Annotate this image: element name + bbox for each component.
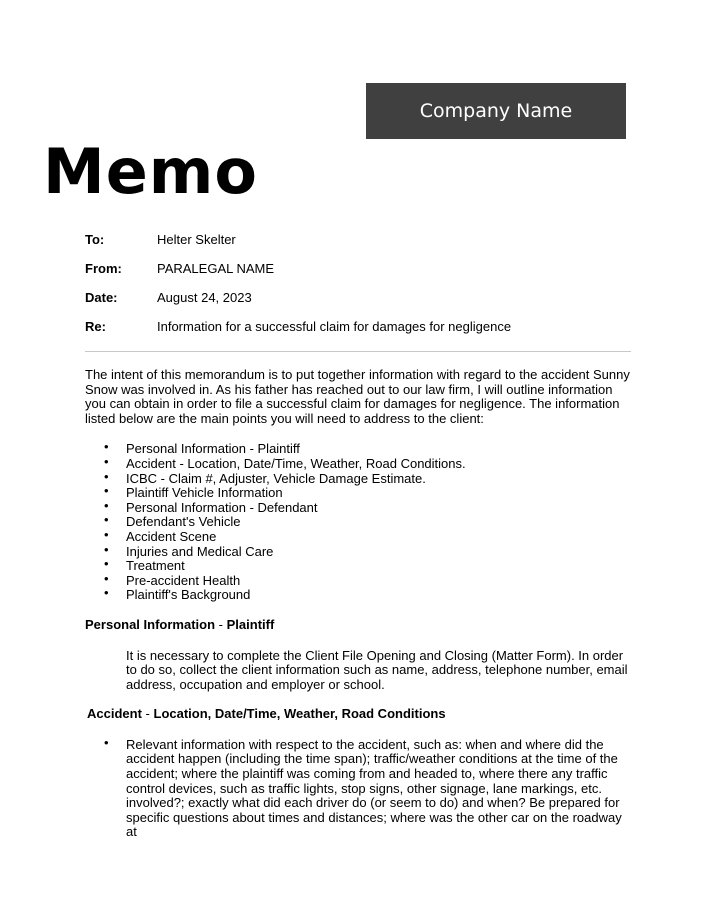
list-item: • Accident Scene — [126, 530, 633, 545]
memo-header-fields — [85, 231, 631, 347]
company-name: Company Name — [419, 100, 573, 122]
date-label: Date: — [85, 290, 118, 305]
list-item: • Plaintiff's Background — [126, 588, 633, 603]
re-row — [85, 318, 631, 347]
accident-detail-list — [85, 738, 633, 840]
section-heading-part: Personal Information — [85, 616, 216, 632]
memo-title: Memo — [43, 135, 258, 208]
header-divider — [85, 351, 631, 352]
re-value: Information for a successful claim for damages for negligence — [157, 319, 512, 334]
list-item: • Relevant information with respect to the accident, such as: when and where did the accident happen (including the time span); traffic/weather conditions at the time of the accident; where the plaintiff was coming from and headed to, where there any traffic control devices, such as traffic lights, stop signs, other signage, lane markings, etc. involved?; exactly what did each driver do (or seem to do) and when? Be prepared for specific questions about times and distances; where was the other car on the roadway at — [126, 738, 633, 840]
from-row — [85, 260, 631, 289]
section-body-personal-info: It is necessary to complete the Client File Opening and Closing (Matter Form). In order to do so, collect the client information such as name, address, telephone number, email address, occupation and employer or school. — [126, 647, 628, 692]
to-value: Helter Skelter — [157, 232, 236, 247]
list-item: • ICBC - Claim #, Adjuster, Vehicle Damage Estimate. — [126, 472, 633, 487]
list-item: • Treatment — [126, 559, 633, 574]
re-label: Re: — [85, 319, 106, 334]
date-value: August 24, 2023 — [157, 290, 252, 305]
from-label: From: — [85, 261, 122, 276]
memo-body — [85, 368, 633, 840]
section-heading-separator: - — [218, 616, 223, 632]
section-heading-accident — [87, 707, 633, 722]
section-heading-part: Plaintiff — [226, 616, 275, 632]
from-value: PARALEGAL NAME — [157, 261, 275, 276]
list-item: • Defendant's Vehicle — [126, 515, 633, 530]
list-item: • Pre-accident Health — [126, 574, 633, 589]
to-row — [85, 231, 631, 260]
section-heading-personal-info — [85, 618, 633, 633]
list-item: • Accident - Location, Date/Time, Weather, Road Conditions. — [126, 457, 633, 472]
date-row — [85, 289, 631, 318]
list-item: • Plaintiff Vehicle Information — [126, 486, 633, 501]
section-heading-part: Accident — [87, 706, 142, 722]
intro-paragraph: The intent of this memorandum is to put together information with regard to the accident Sunny Snow was involved in. As his father has reached out to our law firm, I will outline information you can obtain in order to file a successful claim for damages for negligence. The information listed below are the main points you will need to address to the client: — [85, 367, 630, 426]
main-points-list — [85, 442, 633, 603]
to-label: To: — [85, 232, 105, 247]
list-item: • Personal Information - Defendant — [126, 501, 633, 516]
list-item: • Injuries and Medical Care — [126, 545, 633, 560]
company-name-box — [366, 83, 626, 139]
section-heading-separator: - — [145, 706, 150, 722]
section-heading-part: Location, Date/Time, Weather, Road Conditions — [153, 706, 446, 722]
list-item: • Personal Information - Plaintiff — [126, 442, 633, 457]
